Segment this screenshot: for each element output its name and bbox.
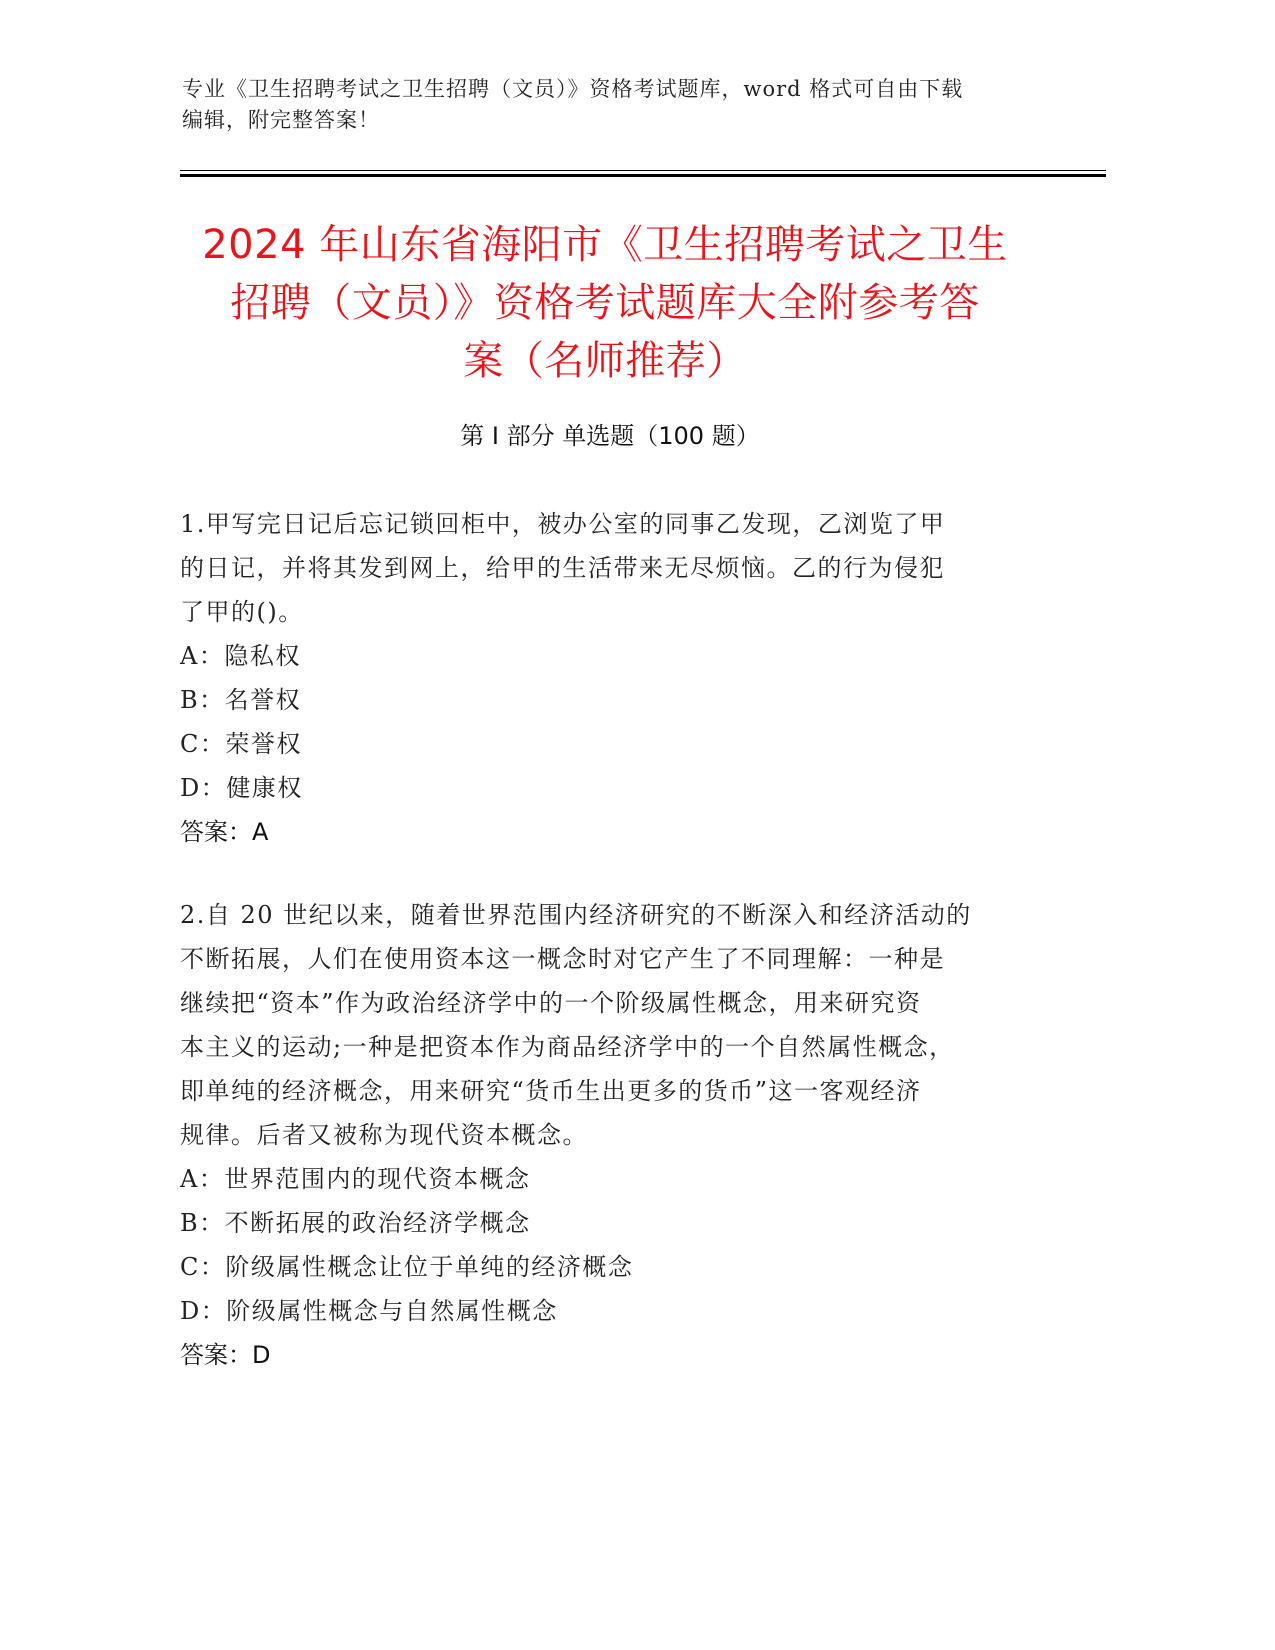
header-note [182,74,1042,136]
header-divider-thick [180,174,1106,177]
question-stem-line: 本主义的运动;一种是把资本作为商品经济学中的一个自然属性概念， [180,1033,955,1061]
answer: 答案：D [180,1341,271,1369]
question-stem-line: 2.自 20 世纪以来，随着世界范围内经济研究的不断深入和经济活动的 [180,901,972,929]
answer: 答案：A [180,818,269,846]
header-note-line-2: 编辑，附完整答案！ [182,108,380,132]
question-stem-line: 即单纯的经济概念，用来研究“货币生出更多的货币”这一客观经济 [180,1077,922,1105]
option-a: A：隐私权 [180,642,301,670]
option-d: D：阶级属性概念与自然属性概念 [180,1297,558,1325]
question-stem-line: 1.甲写完日记后忘记锁回柜中，被办公室的同事乙发现，乙浏览了甲 [180,510,946,538]
option-b: B：名誉权 [180,686,302,714]
question-1 [180,502,1040,854]
question-stem-line: 了甲的()。 [180,598,304,626]
option-b: B：不断拓展的政治经济学概念 [180,1209,531,1237]
document-title-line-2: 招聘（文员）》资格考试题库大全附参考答 [230,280,980,326]
question-stem-line: 规律。后者又被称为现代资本概念。 [180,1121,588,1149]
option-d: D：健康权 [180,774,303,802]
header-divider-thin [180,170,1106,171]
question-stem-line: 的日记，并将其发到网上，给甲的生活带来无尽烦恼。乙的行为侵犯 [180,554,945,582]
question-2 [180,893,1040,1377]
document-title [170,216,1040,390]
header-note-line-1: 专业《卫生招聘考试之卫生招聘（文员）》资格考试题库，word 格式可自由下载 [182,77,964,101]
document-title-line-1: 2024 年山东省海阳市《卫生招聘考试之卫生 [202,222,1008,268]
option-a: A：世界范围内的现代资本概念 [180,1165,531,1193]
question-stem-line: 继续把“资本”作为政治经济学中的一个阶级属性概念，用来研究资 [180,989,922,1017]
document-title-line-3: 案（名师推荐） [463,338,747,384]
section-title: 第 I 部分 单选题（100 题） [460,422,760,450]
option-c: C：荣誉权 [180,730,302,758]
question-stem-line: 不断拓展，人们在使用资本这一概念时对它产生了不同理解：一种是 [180,945,945,973]
option-c: C：阶级属性概念让位于单纯的经济概念 [180,1253,634,1281]
